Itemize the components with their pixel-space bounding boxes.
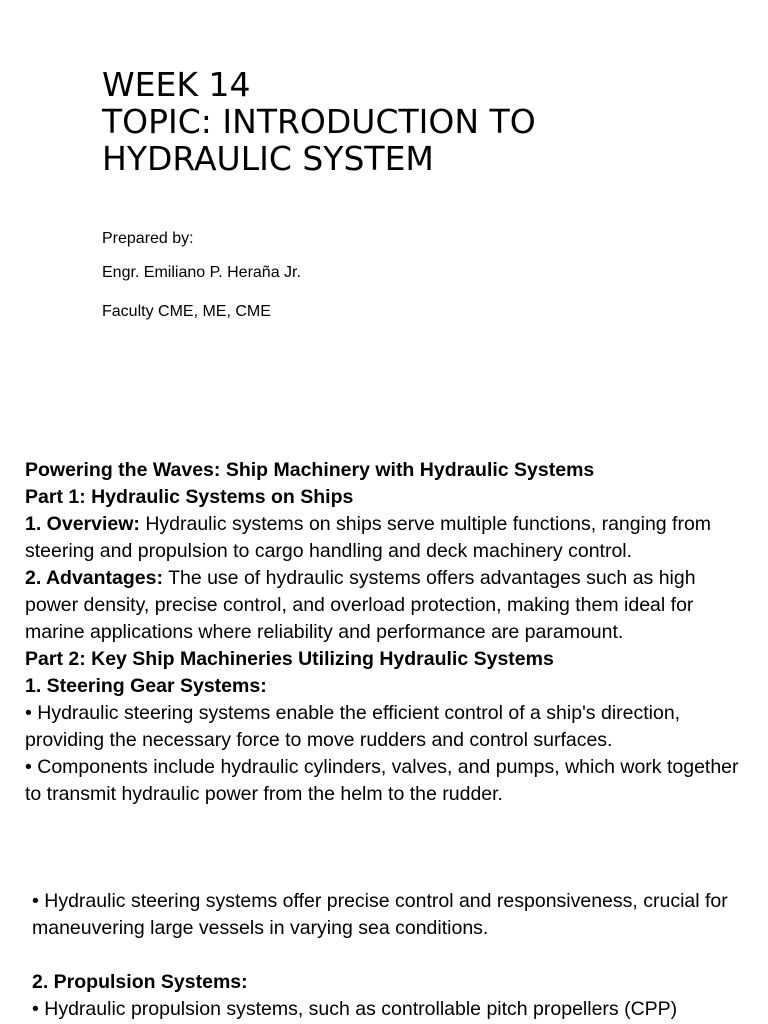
title-week: WEEK 14 — [102, 65, 251, 104]
title-subject: HYDRAULIC SYSTEM — [102, 139, 434, 178]
author-faculty: Faculty CME, ME, CME — [102, 303, 271, 320]
part1-heading: Part 1: Hydraulic Systems on Ships — [25, 486, 354, 508]
credits-block — [102, 228, 301, 323]
advantages-paragraph — [25, 565, 745, 646]
prepared-by-label: Prepared by: — [102, 230, 194, 247]
advantages-text: The use of hydraulic systems offers advantages such as high power density, precise control, and overload protection, making them ideal for marine applications where reliability and performance are paramount. — [25, 567, 696, 643]
steering-bullet-1: • Hydraulic steering systems enable the efficient control of a ship's direction, providing the necessary force to move rudders and control surfaces. — [25, 702, 681, 751]
author-name: Engr. Emiliano P. Heraña Jr. — [102, 264, 301, 281]
overview-label: 1. Overview: — [25, 513, 140, 535]
content-block-continued — [32, 888, 752, 1023]
part2-heading: Part 2: Key Ship Machineries Utilizing Hydraulic Systems — [25, 648, 554, 670]
spacer — [32, 942, 752, 969]
slide-title — [102, 66, 742, 177]
propulsion-heading: 2. Propulsion Systems: — [32, 971, 248, 993]
steering-bullet-2: • Components include hydraulic cylinders, valves, and pumps, which work together to transmit hydraulic power from the helm to the rudder. — [25, 756, 739, 805]
propulsion-bullet-1: • Hydraulic propulsion systems, such as controllable pitch propellers (CPP) — [32, 998, 678, 1020]
steering-heading: 1. Steering Gear Systems: — [25, 675, 267, 697]
content-block-main — [25, 457, 745, 808]
overview-text: Hydraulic systems on ships serve multiple functions, ranging from steering and propulsion to cargo handling and deck machinery control. — [25, 513, 712, 562]
steering-bullet-3: • Hydraulic steering systems offer precise control and responsiveness, crucial for maneuvering large vessels in varying sea conditions. — [32, 890, 728, 939]
content-heading: Powering the Waves: Ship Machinery with Hydraulic Systems — [25, 459, 595, 481]
advantages-label: 2. Advantages: — [25, 567, 163, 589]
title-topic: TOPIC: INTRODUCTION TO — [102, 102, 536, 141]
overview-paragraph — [25, 511, 745, 565]
